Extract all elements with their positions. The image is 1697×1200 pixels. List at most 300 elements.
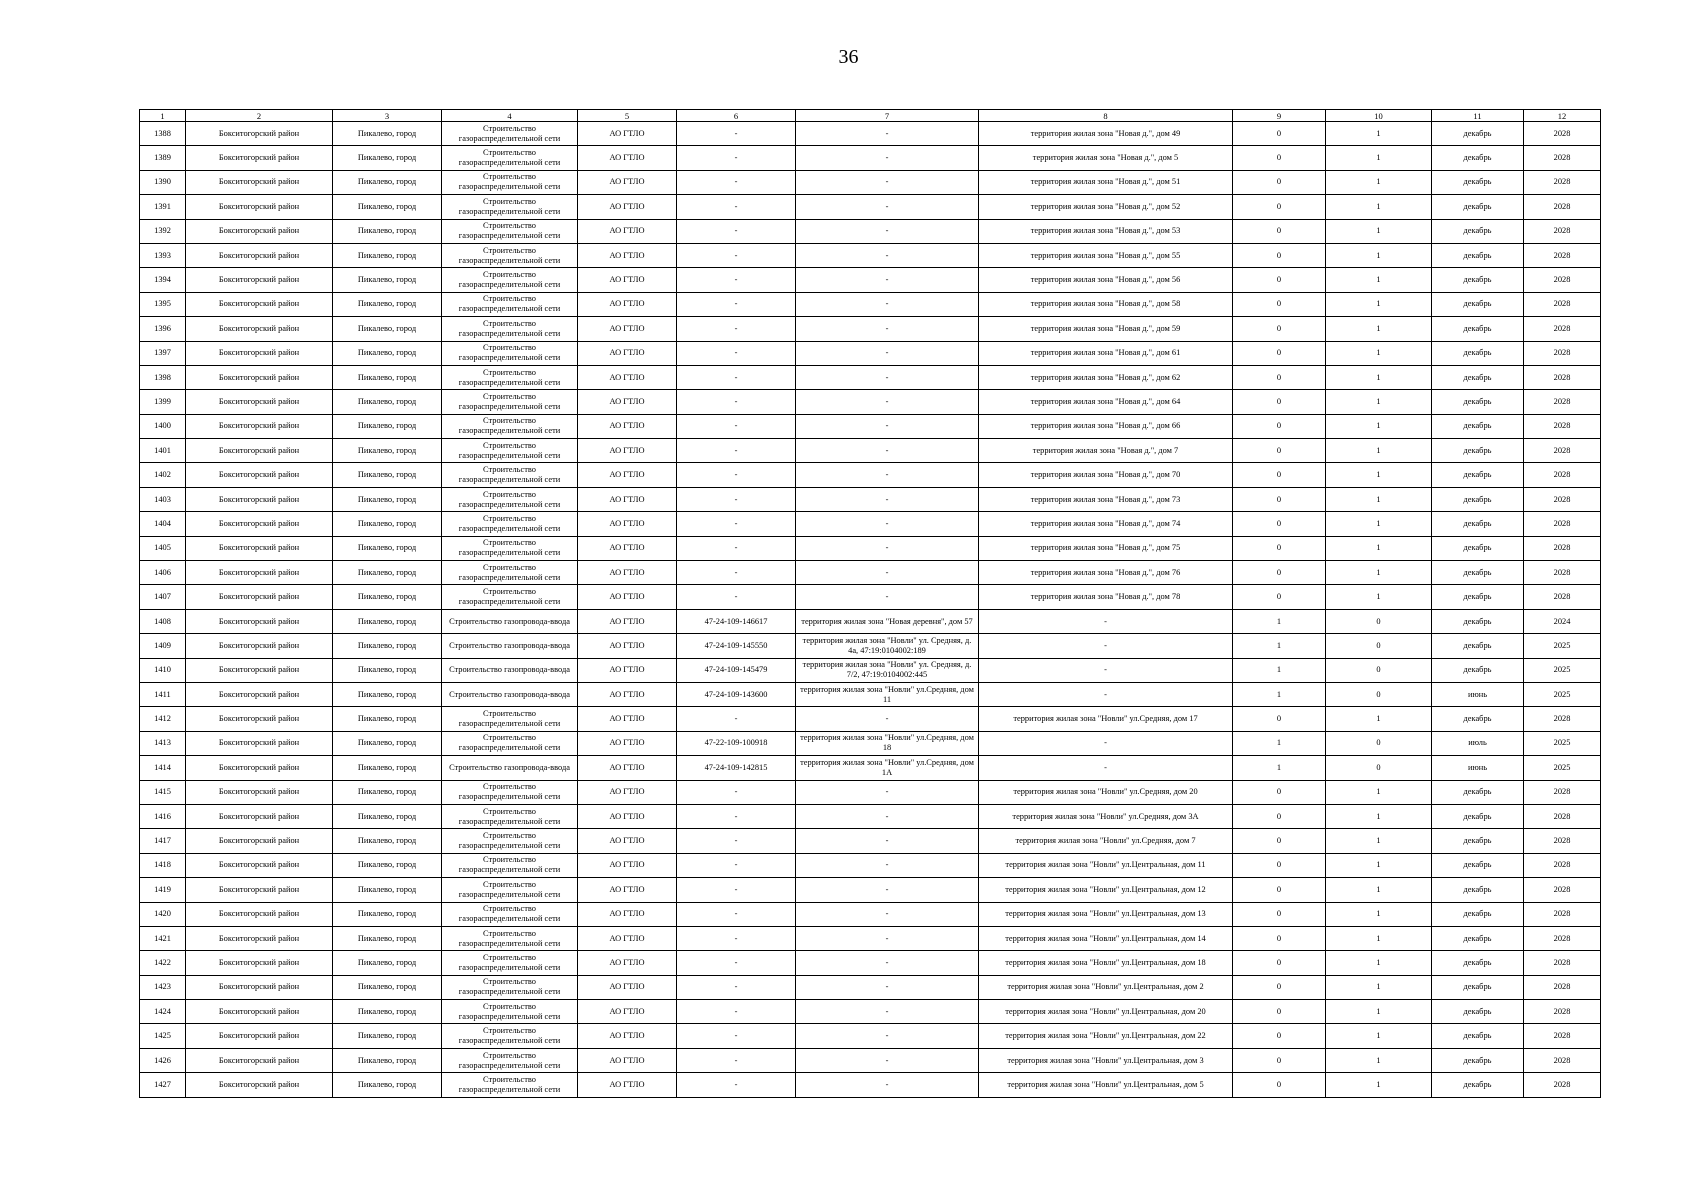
table-cell: Строительство газопровода-ввода [442, 682, 578, 706]
table-cell: июнь [1432, 682, 1524, 706]
table-cell: - [796, 975, 979, 999]
table-cell: 1 [1326, 804, 1432, 828]
table-cell: Пикалево, город [333, 219, 442, 243]
table-cell: декабрь [1432, 219, 1524, 243]
table-cell: Бокситогорский район [186, 268, 333, 292]
table-cell: Пикалево, город [333, 292, 442, 316]
table-row [140, 951, 1601, 975]
table-cell: 1392 [140, 219, 186, 243]
table-cell: - [677, 146, 796, 170]
table-row [140, 512, 1601, 536]
table-cell: АО ГТЛО [578, 487, 677, 511]
table-cell: - [677, 1024, 796, 1048]
table-cell: территория жилая зона "Новли" ул.Средняя, дом 1А [796, 756, 979, 780]
table-cell: - [677, 219, 796, 243]
table-cell: 2028 [1524, 1073, 1601, 1097]
table-cell: территория жилая зона "Новая д.", дом 73 [979, 487, 1233, 511]
table-cell: 1 [1233, 609, 1326, 633]
table-cell: территория жилая зона "Новая д.", дом 56 [979, 268, 1233, 292]
table-cell: 0 [1233, 1024, 1326, 1048]
table-cell: декабрь [1432, 609, 1524, 633]
table-cell: - [796, 780, 979, 804]
table-row [140, 414, 1601, 438]
table-cell: 1396 [140, 317, 186, 341]
table-cell: 0 [1233, 585, 1326, 609]
table-cell: 1 [1233, 756, 1326, 780]
table-cell: Бокситогорский район [186, 975, 333, 999]
table-cell: Строительство газораспределительной сети [442, 219, 578, 243]
table-cell: 1 [1326, 463, 1432, 487]
column-header: 3 [333, 110, 442, 122]
table-cell: - [796, 195, 979, 219]
table-cell: - [796, 951, 979, 975]
table-cell: АО ГТЛО [578, 243, 677, 267]
table-cell: Строительство газопровода-ввода [442, 658, 578, 682]
table-cell: Бокситогорский район [186, 1073, 333, 1097]
table-cell: - [677, 902, 796, 926]
table-cell: декабрь [1432, 1073, 1524, 1097]
table-cell: июль [1432, 731, 1524, 755]
table-row [140, 561, 1601, 585]
table-cell: 1 [1326, 512, 1432, 536]
table-cell: 0 [1233, 146, 1326, 170]
table-cell: 1403 [140, 487, 186, 511]
table-cell: Строительство газораспределительной сети [442, 926, 578, 950]
table-row [140, 268, 1601, 292]
table-row [140, 804, 1601, 828]
table-cell: 1 [1326, 926, 1432, 950]
table-cell: Строительство газораспределительной сети [442, 780, 578, 804]
table-cell: - [677, 439, 796, 463]
table-cell: декабрь [1432, 487, 1524, 511]
table-cell: 1 [1326, 878, 1432, 902]
table-cell: 2028 [1524, 365, 1601, 389]
table-cell: Бокситогорский район [186, 853, 333, 877]
column-header: 8 [979, 110, 1233, 122]
table-cell: Бокситогорский район [186, 707, 333, 731]
table-cell: - [677, 487, 796, 511]
table-cell: 2028 [1524, 341, 1601, 365]
table-cell: Бокситогорский район [186, 341, 333, 365]
table-cell: 47-24-109-145479 [677, 658, 796, 682]
table-row [140, 365, 1601, 389]
table-row [140, 146, 1601, 170]
table-cell: Пикалево, город [333, 707, 442, 731]
table-cell: - [979, 609, 1233, 633]
table-cell: 2028 [1524, 1048, 1601, 1072]
table-cell: Пикалево, город [333, 780, 442, 804]
table-cell: - [796, 414, 979, 438]
table-cell: Строительство газораспределительной сети [442, 463, 578, 487]
table-cell: АО ГТЛО [578, 853, 677, 877]
table-cell: Бокситогорский район [186, 780, 333, 804]
table-cell: декабрь [1432, 243, 1524, 267]
table-cell: Пикалево, город [333, 1048, 442, 1072]
table-cell: Бокситогорский район [186, 512, 333, 536]
table-cell: 1 [1233, 634, 1326, 658]
table-cell: 2028 [1524, 829, 1601, 853]
table-cell: декабрь [1432, 146, 1524, 170]
table-cell: АО ГТЛО [578, 219, 677, 243]
table-cell: 0 [1233, 707, 1326, 731]
table-cell: декабрь [1432, 536, 1524, 560]
table-cell: 1 [1326, 317, 1432, 341]
table-cell: 1 [1326, 439, 1432, 463]
table-cell: 47-24-109-146617 [677, 609, 796, 633]
table-cell: декабрь [1432, 1048, 1524, 1072]
table-cell: 1415 [140, 780, 186, 804]
table-cell: 0 [1233, 268, 1326, 292]
table-cell: 2028 [1524, 707, 1601, 731]
table-cell: Строительство газораспределительной сети [442, 707, 578, 731]
table-cell: 0 [1233, 902, 1326, 926]
table-cell: 1 [1326, 902, 1432, 926]
table-cell: декабрь [1432, 414, 1524, 438]
table-cell: 2028 [1524, 268, 1601, 292]
table-cell: 1 [1326, 219, 1432, 243]
table-cell: 0 [1233, 853, 1326, 877]
table-cell: Пикалево, город [333, 951, 442, 975]
table-cell: 0 [1326, 658, 1432, 682]
table-cell: территория жилая зона "Новли" ул.Центральная, дом 2 [979, 975, 1233, 999]
table-cell: Пикалево, город [333, 682, 442, 706]
table-cell: - [796, 365, 979, 389]
table-cell: Бокситогорский район [186, 365, 333, 389]
table-cell: Бокситогорский район [186, 951, 333, 975]
table-cell: 2024 [1524, 609, 1601, 633]
table-cell: территория жилая зона "Новая д.", дом 5 [979, 146, 1233, 170]
table-cell: 1391 [140, 195, 186, 219]
table-cell: Бокситогорский район [186, 536, 333, 560]
table-row [140, 731, 1601, 755]
table-cell: - [979, 658, 1233, 682]
table-cell: АО ГТЛО [578, 268, 677, 292]
table-cell: - [796, 219, 979, 243]
table-cell: 2028 [1524, 926, 1601, 950]
table-cell: Бокситогорский район [186, 804, 333, 828]
table-cell: 2028 [1524, 317, 1601, 341]
table-cell: 1422 [140, 951, 186, 975]
table-cell: Пикалево, город [333, 658, 442, 682]
table-cell: 2028 [1524, 1000, 1601, 1024]
table-cell: декабрь [1432, 975, 1524, 999]
table-cell: 2028 [1524, 146, 1601, 170]
table-cell: территория жилая зона "Новая д.", дом 59 [979, 317, 1233, 341]
table-cell: Пикалево, город [333, 243, 442, 267]
table-cell: Строительство газораспределительной сети [442, 731, 578, 755]
table-cell: АО ГТЛО [578, 926, 677, 950]
table-row [140, 317, 1601, 341]
table-cell: Строительство газораспределительной сети [442, 536, 578, 560]
table-cell: - [796, 804, 979, 828]
table-cell: АО ГТЛО [578, 365, 677, 389]
table-cell: Бокситогорский район [186, 292, 333, 316]
table-cell: 1402 [140, 463, 186, 487]
table-cell: 1 [1326, 975, 1432, 999]
table-cell: Пикалево, город [333, 731, 442, 755]
table-cell: - [677, 292, 796, 316]
table-cell: Бокситогорский район [186, 682, 333, 706]
table-cell: Пикалево, город [333, 122, 442, 146]
table-cell: АО ГТЛО [578, 170, 677, 194]
table-cell: 1 [1326, 585, 1432, 609]
table-cell: АО ГТЛО [578, 390, 677, 414]
table-cell: 0 [1233, 317, 1326, 341]
table-cell: территория жилая зона "Новая д.", дом 53 [979, 219, 1233, 243]
table-cell: декабрь [1432, 317, 1524, 341]
table-cell: АО ГТЛО [578, 1024, 677, 1048]
table-row [140, 634, 1601, 658]
table-cell: территория жилая зона "Новая д.", дом 52 [979, 195, 1233, 219]
table-cell: 2028 [1524, 853, 1601, 877]
table-cell: АО ГТЛО [578, 804, 677, 828]
page-number: 36 [838, 46, 859, 68]
table-cell: АО ГТЛО [578, 512, 677, 536]
table-cell: 2028 [1524, 463, 1601, 487]
table-cell: 0 [1233, 439, 1326, 463]
table-cell: 1417 [140, 829, 186, 853]
table-cell: Пикалево, город [333, 536, 442, 560]
table-cell: 1388 [140, 122, 186, 146]
table-cell: Строительство газораспределительной сети [442, 878, 578, 902]
table-cell: 1 [1326, 195, 1432, 219]
table-cell: Бокситогорский район [186, 1024, 333, 1048]
table-cell: 0 [1326, 756, 1432, 780]
table-cell: территория жилая зона "Новая деревня", дом 57 [796, 609, 979, 633]
table-cell: декабрь [1432, 1000, 1524, 1024]
table-cell: июнь [1432, 756, 1524, 780]
table-cell: АО ГТЛО [578, 463, 677, 487]
table-row [140, 1048, 1601, 1072]
table-cell: - [796, 463, 979, 487]
table-cell: 1 [1326, 1024, 1432, 1048]
table-cell: - [677, 853, 796, 877]
table-cell: 1 [1326, 243, 1432, 267]
table-cell: - [796, 878, 979, 902]
table-cell: - [796, 536, 979, 560]
table-cell: территория жилая зона "Новли" ул.Средняя, дом 20 [979, 780, 1233, 804]
table-cell: 0 [1233, 243, 1326, 267]
table-cell: 2028 [1524, 170, 1601, 194]
table-cell: - [677, 975, 796, 999]
table-cell: территория жилая зона "Новая д.", дом 51 [979, 170, 1233, 194]
table-cell: территория жилая зона "Новли" ул.Центральная, дом 3 [979, 1048, 1233, 1072]
table-cell: Строительство газораспределительной сети [442, 365, 578, 389]
table-cell: АО ГТЛО [578, 707, 677, 731]
table-cell: - [979, 731, 1233, 755]
table-cell: Бокситогорский район [186, 829, 333, 853]
table-cell: декабрь [1432, 512, 1524, 536]
table-cell: Пикалево, город [333, 365, 442, 389]
table-cell: 2025 [1524, 682, 1601, 706]
table-cell: территория жилая зона "Новая д.", дом 70 [979, 463, 1233, 487]
table-cell: 1418 [140, 853, 186, 877]
table-cell: декабрь [1432, 951, 1524, 975]
table-cell: 2028 [1524, 780, 1601, 804]
table-cell: 1 [1326, 1048, 1432, 1072]
table-cell: Бокситогорский район [186, 439, 333, 463]
table-cell: Строительство газораспределительной сети [442, 170, 578, 194]
table-cell: - [796, 707, 979, 731]
table-cell: Строительство газораспределительной сети [442, 292, 578, 316]
table-cell: Бокситогорский район [186, 878, 333, 902]
table-cell: 1 [1326, 292, 1432, 316]
column-header: 10 [1326, 110, 1432, 122]
table-cell: территория жилая зона "Новая д.", дом 76 [979, 561, 1233, 585]
table-cell: 1411 [140, 682, 186, 706]
table-cell: 2028 [1524, 902, 1601, 926]
table-cell: 1421 [140, 926, 186, 950]
table-cell: - [677, 585, 796, 609]
table-cell: - [796, 902, 979, 926]
table-cell: - [979, 756, 1233, 780]
table-header [140, 110, 1601, 122]
table-cell: - [677, 122, 796, 146]
table-cell: Строительство газораспределительной сети [442, 122, 578, 146]
table-cell: Бокситогорский район [186, 634, 333, 658]
table-cell: территория жилая зона "Новая д.", дом 49 [979, 122, 1233, 146]
table-cell: 0 [1233, 780, 1326, 804]
table-cell: - [677, 707, 796, 731]
table-cell: 2028 [1524, 122, 1601, 146]
table-cell: Пикалево, город [333, 561, 442, 585]
table-cell: - [677, 536, 796, 560]
table-cell: 2025 [1524, 658, 1601, 682]
table-cell: - [677, 878, 796, 902]
table-cell: территория жилая зона "Новли" ул.Средняя, дом 11 [796, 682, 979, 706]
table-cell: Пикалево, город [333, 146, 442, 170]
table-cell: декабрь [1432, 341, 1524, 365]
table-cell: - [796, 561, 979, 585]
table-cell: 47-24-109-143600 [677, 682, 796, 706]
table-cell: АО ГТЛО [578, 317, 677, 341]
table-cell: 1 [1326, 780, 1432, 804]
gasification-table [139, 109, 1601, 1098]
table-cell: территория жилая зона "Новли" ул.Центральная, дом 22 [979, 1024, 1233, 1048]
table-cell: Строительство газораспределительной сети [442, 561, 578, 585]
table-cell: 1 [1326, 365, 1432, 389]
table-cell: 1 [1326, 390, 1432, 414]
table-cell: 1 [1326, 122, 1432, 146]
table-cell: Бокситогорский район [186, 561, 333, 585]
table-cell: 1398 [140, 365, 186, 389]
table-cell: Строительство газопровода-ввода [442, 756, 578, 780]
table-cell: 1 [1326, 536, 1432, 560]
table-cell: АО ГТЛО [578, 634, 677, 658]
table-cell: Пикалево, город [333, 585, 442, 609]
table-cell: - [677, 414, 796, 438]
table-cell: 0 [1233, 341, 1326, 365]
table-cell: - [796, 585, 979, 609]
table-cell: декабрь [1432, 365, 1524, 389]
table-cell: 47-24-109-142815 [677, 756, 796, 780]
table-cell: 2028 [1524, 439, 1601, 463]
table-cell: 2028 [1524, 975, 1601, 999]
table-cell: Бокситогорский район [186, 487, 333, 511]
table-cell: 0 [1233, 390, 1326, 414]
table-cell: Пикалево, город [333, 414, 442, 438]
table-cell: 1412 [140, 707, 186, 731]
table-cell: Строительство газораспределительной сети [442, 317, 578, 341]
table-cell: 0 [1233, 512, 1326, 536]
table-cell: 0 [1326, 682, 1432, 706]
table-cell: АО ГТЛО [578, 780, 677, 804]
table-cell: Строительство газораспределительной сети [442, 341, 578, 365]
table-cell: декабрь [1432, 585, 1524, 609]
table-cell: 0 [1233, 122, 1326, 146]
table-cell: 2028 [1524, 219, 1601, 243]
table-cell: территория жилая зона "Новая д.", дом 78 [979, 585, 1233, 609]
table-cell: Бокситогорский район [186, 731, 333, 755]
table-cell: территория жилая зона "Новая д.", дом 64 [979, 390, 1233, 414]
table-cell: - [796, 390, 979, 414]
table-cell: 0 [1233, 1000, 1326, 1024]
table-row [140, 853, 1601, 877]
table-body [140, 122, 1601, 1098]
table-cell: 1 [1233, 658, 1326, 682]
table-cell: Строительство газораспределительной сети [442, 1048, 578, 1072]
table-cell: 2028 [1524, 512, 1601, 536]
table-cell: - [796, 1048, 979, 1072]
table-cell: 1425 [140, 1024, 186, 1048]
table-cell: Строительство газораспределительной сети [442, 804, 578, 828]
table-cell: декабрь [1432, 463, 1524, 487]
table-cell: Бокситогорский район [186, 585, 333, 609]
table-cell: - [677, 1073, 796, 1097]
table-cell: - [677, 365, 796, 389]
table-cell: 2028 [1524, 804, 1601, 828]
table-cell: - [677, 561, 796, 585]
table-cell: 0 [1233, 561, 1326, 585]
table-cell: Бокситогорский район [186, 756, 333, 780]
table-cell: 1 [1326, 951, 1432, 975]
table-cell: Пикалево, город [333, 390, 442, 414]
table-cell: - [796, 146, 979, 170]
table-cell: 2025 [1524, 634, 1601, 658]
table-cell: 2028 [1524, 585, 1601, 609]
table-cell: АО ГТЛО [578, 658, 677, 682]
table-cell: декабрь [1432, 926, 1524, 950]
table-cell: АО ГТЛО [578, 122, 677, 146]
table-cell: 1420 [140, 902, 186, 926]
table-cell: 0 [1233, 975, 1326, 999]
table-cell: АО ГТЛО [578, 536, 677, 560]
table-cell: 1414 [140, 756, 186, 780]
table-row [140, 975, 1601, 999]
table-cell: 1401 [140, 439, 186, 463]
table-cell: - [677, 390, 796, 414]
table-cell: декабрь [1432, 707, 1524, 731]
table-cell: 2028 [1524, 536, 1601, 560]
table-cell: АО ГТЛО [578, 731, 677, 755]
table-cell: 1399 [140, 390, 186, 414]
table-cell: 0 [1233, 195, 1326, 219]
table-cell: 1 [1326, 1000, 1432, 1024]
table-cell: Строительство газораспределительной сети [442, 390, 578, 414]
table-cell: - [796, 317, 979, 341]
table-cell: Пикалево, город [333, 634, 442, 658]
table-row [140, 682, 1601, 706]
table-cell: 47-24-109-145550 [677, 634, 796, 658]
table-cell: - [677, 829, 796, 853]
table-cell: АО ГТЛО [578, 975, 677, 999]
table-cell: Пикалево, город [333, 463, 442, 487]
table-row [140, 926, 1601, 950]
table-cell: 0 [1233, 1048, 1326, 1072]
table-cell: 2028 [1524, 292, 1601, 316]
table-cell: 2028 [1524, 878, 1601, 902]
table-cell: Пикалево, город [333, 1000, 442, 1024]
